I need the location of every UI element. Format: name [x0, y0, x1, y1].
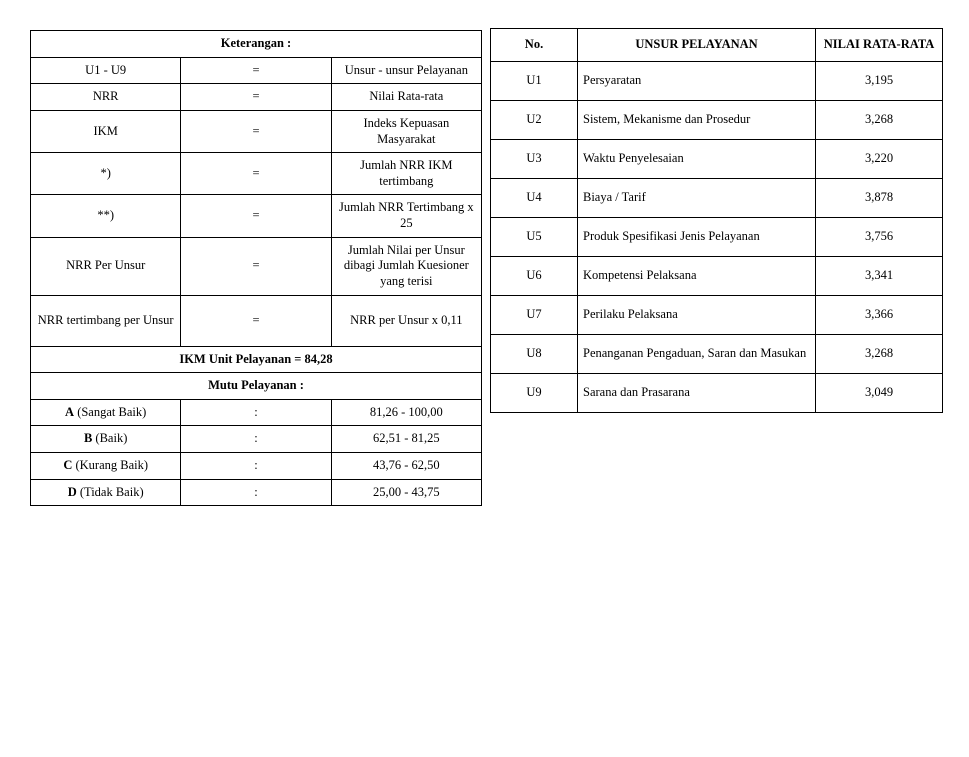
column-header-unsur-pelayanan: UNSUR PELAYANAN [578, 29, 816, 62]
keterangan-row [31, 110, 482, 152]
keterangan-table [30, 30, 482, 506]
unsur-code: U8 [491, 334, 578, 373]
keterangan-equals: = [181, 195, 331, 237]
mutu-grade-letter: A [65, 404, 75, 419]
mutu-pelayanan-title: Mutu Pelayanan : [31, 373, 482, 400]
keterangan-table-wrapper [30, 30, 482, 506]
keterangan-description: NRR per Unsur x 0,11 [331, 295, 481, 346]
unsur-value: 3,049 [816, 373, 943, 412]
unsur-name: Produk Spesifikasi Jenis Pelayanan [578, 217, 816, 256]
column-header-no: No. [491, 29, 578, 62]
mutu-colon: : [181, 399, 331, 426]
keterangan-row [31, 84, 482, 111]
mutu-range: 62,51 - 81,25 [331, 426, 481, 453]
keterangan-label: U1 - U9 [31, 57, 181, 84]
keterangan-row [31, 237, 482, 295]
mutu-grade-description: (Tidak Baik) [79, 484, 144, 499]
mutu-row [31, 426, 482, 453]
keterangan-description: Jumlah NRR IKM tertimbang [331, 153, 481, 195]
keterangan-label: NRR [31, 84, 181, 111]
unsur-value: 3,195 [816, 61, 943, 100]
unsur-code: U5 [491, 217, 578, 256]
ikm-unit-row [31, 346, 482, 373]
keterangan-equals: = [181, 84, 331, 111]
keterangan-label: **) [31, 195, 181, 237]
keterangan-description: Jumlah Nilai per Unsur dibagi Jumlah Kuesioner yang terisi [331, 237, 481, 295]
mutu-grade-letter: B [83, 431, 93, 446]
table-row [491, 61, 943, 100]
mutu-grade-label [31, 426, 181, 453]
mutu-colon: : [181, 426, 331, 453]
keterangan-row [31, 295, 482, 346]
mutu-grade-letter: C [63, 458, 73, 472]
mutu-row [31, 453, 482, 480]
keterangan-title-row [31, 31, 482, 58]
unsur-code: U7 [491, 295, 578, 334]
mutu-colon: : [181, 453, 331, 480]
unsur-value: 3,268 [816, 334, 943, 373]
unsur-pelayanan-table-wrapper [490, 28, 943, 413]
mutu-row [31, 479, 482, 506]
unsur-value: 3,341 [816, 256, 943, 295]
unsur-code: U1 [491, 61, 578, 100]
table-row [491, 139, 943, 178]
unsur-value: 3,756 [816, 217, 943, 256]
unsur-code: U4 [491, 178, 578, 217]
keterangan-row [31, 195, 482, 237]
keterangan-title: Keterangan : [31, 31, 482, 58]
column-header-nilai-rata-rata: NILAI RATA-RATA [816, 29, 943, 62]
keterangan-equals: = [181, 110, 331, 152]
unsur-value: 3,268 [816, 100, 943, 139]
keterangan-description: Jumlah NRR Tertimbang x 25 [331, 195, 481, 237]
unsur-value: 3,878 [816, 178, 943, 217]
unsur-header-row [491, 29, 943, 62]
keterangan-description: Unsur - unsur Pelayanan [331, 57, 481, 84]
keterangan-equals: = [181, 237, 331, 295]
mutu-range: 43,76 - 62,50 [331, 453, 481, 480]
keterangan-description: Nilai Rata-rata [331, 84, 481, 111]
unsur-code: U3 [491, 139, 578, 178]
unsur-pelayanan-table [490, 28, 943, 413]
unsur-name: Sarana dan Prasarana [578, 373, 816, 412]
keterangan-row [31, 57, 482, 84]
keterangan-label: IKM [31, 110, 181, 152]
unsur-code: U2 [491, 100, 578, 139]
mutu-grade-description: (Baik) [95, 431, 128, 446]
keterangan-row [31, 153, 482, 195]
unsur-name: Persyaratan [578, 61, 816, 100]
keterangan-label: NRR Per Unsur [31, 237, 181, 295]
mutu-range: 25,00 - 43,75 [331, 479, 481, 506]
table-row [491, 373, 943, 412]
unsur-name: Waktu Penyelesaian [578, 139, 816, 178]
keterangan-equals: = [181, 57, 331, 84]
unsur-name: Penanganan Pengaduan, Saran dan Masukan [578, 334, 816, 373]
mutu-grade-label [31, 453, 181, 480]
table-row [491, 256, 943, 295]
keterangan-description: Indeks Kepuasan Masyarakat [331, 110, 481, 152]
keterangan-equals: = [181, 153, 331, 195]
unsur-name: Perilaku Pelaksana [578, 295, 816, 334]
keterangan-label: *) [31, 153, 181, 195]
mutu-grade-label [31, 479, 181, 506]
mutu-row [31, 399, 482, 426]
mutu-range: 81,26 - 100,00 [331, 399, 481, 426]
table-row [491, 100, 943, 139]
keterangan-equals: = [181, 295, 331, 346]
unsur-value: 3,220 [816, 139, 943, 178]
unsur-code: U6 [491, 256, 578, 295]
table-row [491, 217, 943, 256]
table-row [491, 334, 943, 373]
unsur-value: 3,366 [816, 295, 943, 334]
mutu-grade-description: (Sangat Baik) [77, 404, 147, 419]
mutu-colon: : [181, 479, 331, 506]
table-row [491, 295, 943, 334]
unsur-name: Kompetensi Pelaksana [578, 256, 816, 295]
unsur-name: Biaya / Tarif [578, 178, 816, 217]
ikm-unit-value: IKM Unit Pelayanan = 84,28 [31, 346, 482, 373]
unsur-code: U9 [491, 373, 578, 412]
unsur-name: Sistem, Mekanisme dan Prosedur [578, 100, 816, 139]
mutu-grade-description: (Kurang Baik) [75, 458, 149, 472]
keterangan-label: NRR tertimbang per Unsur [31, 295, 181, 346]
mutu-title-row [31, 373, 482, 400]
mutu-grade-label [31, 399, 181, 426]
table-row [491, 178, 943, 217]
mutu-grade-letter: D [67, 484, 77, 499]
